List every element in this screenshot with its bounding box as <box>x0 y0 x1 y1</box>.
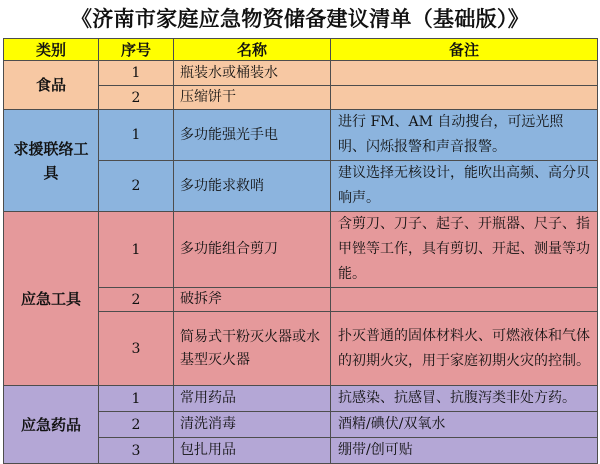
table-row <box>4 386 598 412</box>
item-number: 3 <box>99 312 174 386</box>
item-name: 清洗消毒 <box>174 412 331 438</box>
item-note: 建议选择无核设计，能吹出高频、高分贝响声。 <box>331 161 598 212</box>
header-name: 名称 <box>174 39 331 61</box>
item-note: 抗感染、抗感冒、抗腹泻类非处方药。 <box>331 386 598 412</box>
item-note <box>331 86 598 110</box>
item-number: 1 <box>99 212 174 288</box>
category-cell-medicine: 应急药品 <box>4 386 99 464</box>
item-note: 含剪刀、刀子、起子、开瓶器、尺子、指甲锉等工作，具有剪切、开起、测量等功能。 <box>331 212 598 288</box>
header-number: 序号 <box>99 39 174 61</box>
item-number: 2 <box>99 86 174 110</box>
item-note <box>331 288 598 312</box>
item-name: 压缩饼干 <box>174 86 331 110</box>
item-note: 进行 FM、AM 自动搜台，可远光照明、闪烁报警和声音报警。 <box>331 110 598 161</box>
item-number: 3 <box>99 438 174 464</box>
item-note <box>331 61 598 86</box>
header-category: 类别 <box>4 39 99 61</box>
header-row <box>4 39 598 61</box>
item-number: 2 <box>99 288 174 312</box>
table-row <box>4 110 598 161</box>
item-note: 扑灭普通的固体材料火、可燃液体和气体的初期火灾，用于家庭初期火灾的控制。 <box>331 312 598 386</box>
document-title: 《济南市家庭应急物资储备建议清单（基础版）》 <box>70 7 530 31</box>
header-note: 备注 <box>331 39 598 61</box>
table-row <box>4 61 598 86</box>
category-cell-rescue: 求援联络工具 <box>4 110 99 212</box>
table-row <box>4 212 598 288</box>
item-name: 多功能组合剪刀 <box>174 212 331 288</box>
item-note: 酒精/碘伏/双氧水 <box>331 412 598 438</box>
item-name: 包扎用品 <box>174 438 331 464</box>
item-name: 瓶装水或桶装水 <box>174 61 331 86</box>
item-number: 2 <box>99 161 174 212</box>
item-number: 1 <box>99 61 174 86</box>
category-cell-food: 食品 <box>4 61 99 110</box>
item-number: 1 <box>99 110 174 161</box>
item-number: 1 <box>99 386 174 412</box>
item-name: 简易式干粉灭火器或水基型灭火器 <box>174 312 331 386</box>
item-name: 破拆斧 <box>174 288 331 312</box>
item-name: 多功能强光手电 <box>174 110 331 161</box>
category-cell-emergency-tools: 应急工具 <box>4 212 99 386</box>
item-note: 绷带/创可贴 <box>331 438 598 464</box>
supply-table <box>3 38 598 464</box>
item-name: 常用药品 <box>174 386 331 412</box>
item-name: 多功能求救哨 <box>174 161 331 212</box>
item-number: 2 <box>99 412 174 438</box>
